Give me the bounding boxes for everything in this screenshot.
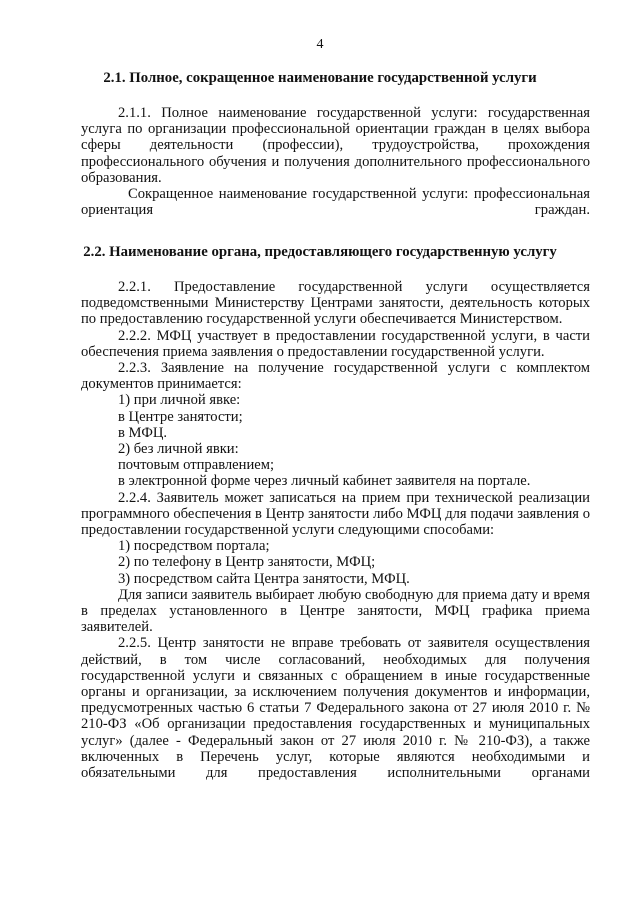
paragraph-2-1-1: 2.1.1. Полное наименование государственной услуги: государственная услуга по организации профессиональной ориентации граждан в целях выбора сферы деятельности (профессии), трудоустройства, прохождения профессионального обучения и получения дополнительного профессионального образования. [81, 105, 590, 186]
section-heading-2-1: 2.1. Полное, сокращенное наименование государственной услуги [103, 70, 537, 86]
list-item-phone: 2) по телефону в Центр занятости, МФЦ; [118, 554, 376, 571]
list-item-website: 3) посредством сайта Центра занятости, МФЦ. [118, 570, 410, 587]
list-item-electronic: в электронной форме через личный кабинет заявителя на портале. [118, 473, 531, 490]
list-item-without-visit: 2) без личной явки: [118, 441, 239, 458]
list-item-mfc: в МФЦ. [118, 424, 168, 441]
paragraph-2-2-5: 2.2.5. Центр занятости не вправе требовать от заявителя осуществления действий, в том числе согласований, необходимых для получения государственной услуги и связанных с обращением в иные государственные органы и организации, за исключением получения документов и информации, предусмотренных частью 6 статьи 7 Федерального закона от 27 июля 2010 г. № 210-ФЗ «Об организации предоставления государственных и муниципальных услуг» (далее - Федеральный закон от 27 июля 2010 г. № 210-ФЗ), а также включенных в Перечень услуг, которые являются необходимыми и обязательными для предоставления исполнительными органами [81, 635, 590, 782]
paragraph-appointment: Для записи заявитель выбирает любую свободную для приема дату и время в пределах установленного в Центре занятости, МФЦ графика приема заявителей. [81, 586, 590, 636]
list-item-personal-visit: 1) при личной явке: [118, 392, 241, 409]
list-item-mail: почтовым отправлением; [118, 457, 275, 474]
paragraph-2-2-4: 2.2.4. Заявитель может записаться на прием при технической реализации программного обеспечения в Центр занятости либо МФЦ для подачи заявления о предоставлении государственной услуги следующими способами: [81, 489, 590, 539]
paragraph-2-2-2: 2.2.2. МФЦ участвует в предоставлении государственной услуги, в части обеспечения приема заявления о предоставлении государственной услуги. [81, 327, 590, 360]
paragraph-short-name: Сокращенное наименование государственной услуги: профессиональная ориентация граждан. [81, 186, 590, 219]
page-number: 4 [316, 37, 324, 52]
section-heading-2-2: 2.2. Наименование органа, предоставляющего государственную услугу [83, 244, 557, 260]
section-body-2-1 [81, 105, 590, 218]
section-body-2-2 [81, 279, 590, 781]
paragraph-2-2-1: 2.2.1. Предоставление государственной услуги осуществляется подведомственными Министерству Центрами занятости, деятельность которых по предоставлению государственной услуги обеспечивается Министерством. [81, 279, 590, 328]
list-item-portal: 1) посредством портала; [118, 538, 270, 555]
list-item-employment-center: в Центре занятости; [118, 408, 243, 425]
paragraph-2-2-3: 2.2.3. Заявление на получение государственной услуги с комплектом документов принимается: [81, 360, 590, 393]
